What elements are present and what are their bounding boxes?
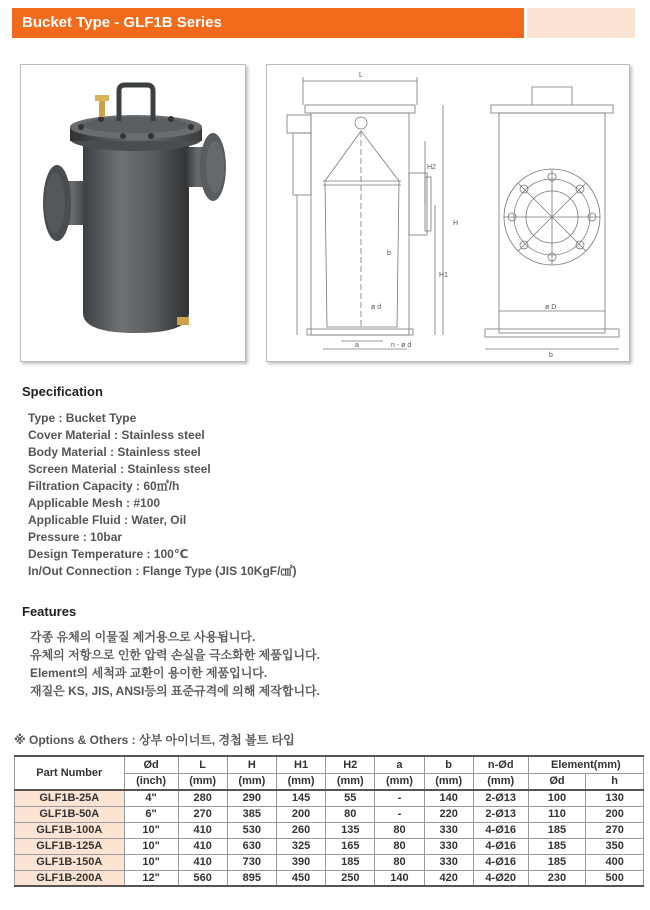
th-unit: (mm)	[178, 773, 227, 790]
table-body	[15, 790, 644, 886]
feature-item: 각종 유체의 이물질 제거용으로 사용됩니다.	[30, 630, 256, 644]
table-cell: 560	[178, 870, 227, 886]
th-col: L	[178, 756, 227, 773]
table-cell: 110	[528, 806, 586, 822]
part-number-cell: GLF1B-200A	[15, 870, 125, 886]
dim-label-H1: H1	[439, 272, 448, 279]
spec-item: Screen Material : Stainless steel	[28, 462, 211, 476]
table-cell: 350	[586, 838, 644, 854]
table-row	[15, 854, 644, 870]
table-cell: 330	[424, 838, 473, 854]
table-cell: 260	[276, 822, 325, 838]
th-col: H	[227, 756, 276, 773]
dim-label-oD: ø D	[545, 304, 557, 311]
features-title: Features	[22, 604, 77, 619]
table-cell: 390	[276, 854, 325, 870]
th-element: Element(mm)	[528, 756, 643, 773]
table-cell: 140	[375, 870, 424, 886]
dim-label-H: H	[453, 220, 459, 227]
spec-item: Applicable Mesh : #100	[28, 496, 161, 510]
spec-item: Applicable Fluid : Water, Oil	[28, 513, 187, 527]
table-cell: 420	[424, 870, 473, 886]
spec-item: Filtration Capacity : 60㎥/h	[28, 479, 180, 493]
specification-list	[28, 410, 296, 580]
feature-item: 재질은 KS, JIS, ANSI등의 표준규격에 의해 제작합니다.	[30, 684, 320, 698]
table-cell: 10"	[124, 838, 178, 854]
product-photo	[20, 64, 246, 362]
table-cell: 4"	[124, 790, 178, 806]
table-cell: 290	[227, 790, 276, 806]
table-cell: 280	[178, 790, 227, 806]
th-part-number: Part Number	[15, 756, 125, 790]
dim-label-H2: H2	[427, 164, 436, 171]
specification-title: Specification	[22, 384, 103, 399]
table-cell: 250	[326, 870, 375, 886]
table-cell: 230	[528, 870, 586, 886]
table-cell: 410	[178, 838, 227, 854]
table-cell: 80	[375, 838, 424, 854]
table-cell: 200	[276, 806, 325, 822]
table-cell: 185	[528, 838, 586, 854]
th-unit: (mm)	[227, 773, 276, 790]
th-unit: (mm)	[276, 773, 325, 790]
table-cell: 4-Ø16	[473, 838, 528, 854]
spec-item: Design Temperature : 100℃	[28, 547, 189, 561]
th-unit: (mm)	[473, 773, 528, 790]
table-cell: 145	[276, 790, 325, 806]
table-cell: -	[375, 790, 424, 806]
table-cell: 12"	[124, 870, 178, 886]
table-cell: 185	[326, 854, 375, 870]
th-col: b	[424, 756, 473, 773]
table-cell: 140	[424, 790, 473, 806]
table-cell: 4-Ø16	[473, 822, 528, 838]
table-cell: 2-Ø13	[473, 790, 528, 806]
part-number-cell: GLF1B-150A	[15, 854, 125, 870]
th-unit: (mm)	[326, 773, 375, 790]
page-title: Bucket Type - GLF1B Series	[22, 14, 222, 31]
table-cell: 4-Ø16	[473, 854, 528, 870]
dim-label-nod: n - ø d	[391, 342, 412, 349]
spec-item: Body Material : Stainless steel	[28, 445, 201, 459]
th-col: H1	[276, 756, 325, 773]
part-number-cell: GLF1B-100A	[15, 822, 125, 838]
spec-item: In/Out Connection : Flange Type (JIS 10KgF/㎠)	[28, 564, 297, 578]
table-cell: 895	[227, 870, 276, 886]
th-unit: (mm)	[375, 773, 424, 790]
part-number-cell: GLF1B-25A	[15, 790, 125, 806]
table-cell: 270	[586, 822, 644, 838]
table-cell: 385	[227, 806, 276, 822]
title-bar	[12, 8, 524, 38]
dim-label-a: a	[355, 342, 359, 349]
th-unit: (inch)	[124, 773, 178, 790]
table-cell: 10"	[124, 822, 178, 838]
table-row	[15, 870, 644, 886]
th-element-col: Ød	[528, 773, 586, 790]
part-number-cell: GLF1B-50A	[15, 806, 125, 822]
technical-drawing	[266, 64, 630, 362]
dimension-table	[14, 755, 644, 887]
dim-label-b: b	[387, 250, 391, 257]
th-element-col: h	[586, 773, 644, 790]
part-number-cell: GLF1B-125A	[15, 838, 125, 854]
table-cell: 200	[586, 806, 644, 822]
dim-label-od: ø d	[371, 304, 382, 311]
feature-item: Element의 세척과 교환이 용이한 제품입니다.	[30, 666, 268, 680]
table-cell: 410	[178, 822, 227, 838]
table-cell: 270	[178, 806, 227, 822]
table-cell: 530	[227, 822, 276, 838]
table-cell: 80	[375, 854, 424, 870]
dim-label-b-side: b	[549, 352, 553, 359]
table-cell: 410	[178, 854, 227, 870]
th-col: a	[375, 756, 424, 773]
table-row	[15, 806, 644, 822]
feature-item: 유체의 저항으로 인한 압력 손실을 극소화한 제품입니다.	[30, 648, 320, 662]
features-list	[30, 628, 320, 700]
dim-label-L: L	[359, 72, 363, 79]
table-row	[15, 790, 644, 806]
table-cell: 135	[326, 822, 375, 838]
table-cell: 500	[586, 870, 644, 886]
th-unit: (mm)	[424, 773, 473, 790]
table-cell: 730	[227, 854, 276, 870]
th-col: n-Ød	[473, 756, 528, 773]
table-row	[15, 838, 644, 854]
table-cell: 4-Ø20	[473, 870, 528, 886]
table-cell: 220	[424, 806, 473, 822]
table-cell: 325	[276, 838, 325, 854]
spec-item: Pressure : 10bar	[28, 530, 123, 544]
dimension-drawing	[267, 65, 629, 361]
table-cell: 80	[375, 822, 424, 838]
table-cell: 185	[528, 822, 586, 838]
spec-item: Type : Bucket Type	[28, 411, 137, 425]
spec-item: Cover Material : Stainless steel	[28, 428, 205, 442]
table-cell: 130	[586, 790, 644, 806]
th-col: Ød	[124, 756, 178, 773]
table-cell: 330	[424, 854, 473, 870]
table-cell: 450	[276, 870, 325, 886]
table-cell: 330	[424, 822, 473, 838]
table-cell: 185	[528, 854, 586, 870]
th-col: H2	[326, 756, 375, 773]
table-cell: 630	[227, 838, 276, 854]
table-row	[15, 822, 644, 838]
bucket-strainer-illustration	[21, 65, 245, 361]
table-cell: 55	[326, 790, 375, 806]
table-cell: 80	[326, 806, 375, 822]
title-bar-accent	[527, 8, 635, 38]
table-cell: 165	[326, 838, 375, 854]
table-cell: 6"	[124, 806, 178, 822]
table-cell: -	[375, 806, 424, 822]
options-note: ※ Options & Others : 상부 아이너트, 경첩 볼트 타입	[14, 733, 295, 747]
table-cell: 100	[528, 790, 586, 806]
table-cell: 400	[586, 854, 644, 870]
table-cell: 2-Ø13	[473, 806, 528, 822]
table-cell: 10"	[124, 854, 178, 870]
